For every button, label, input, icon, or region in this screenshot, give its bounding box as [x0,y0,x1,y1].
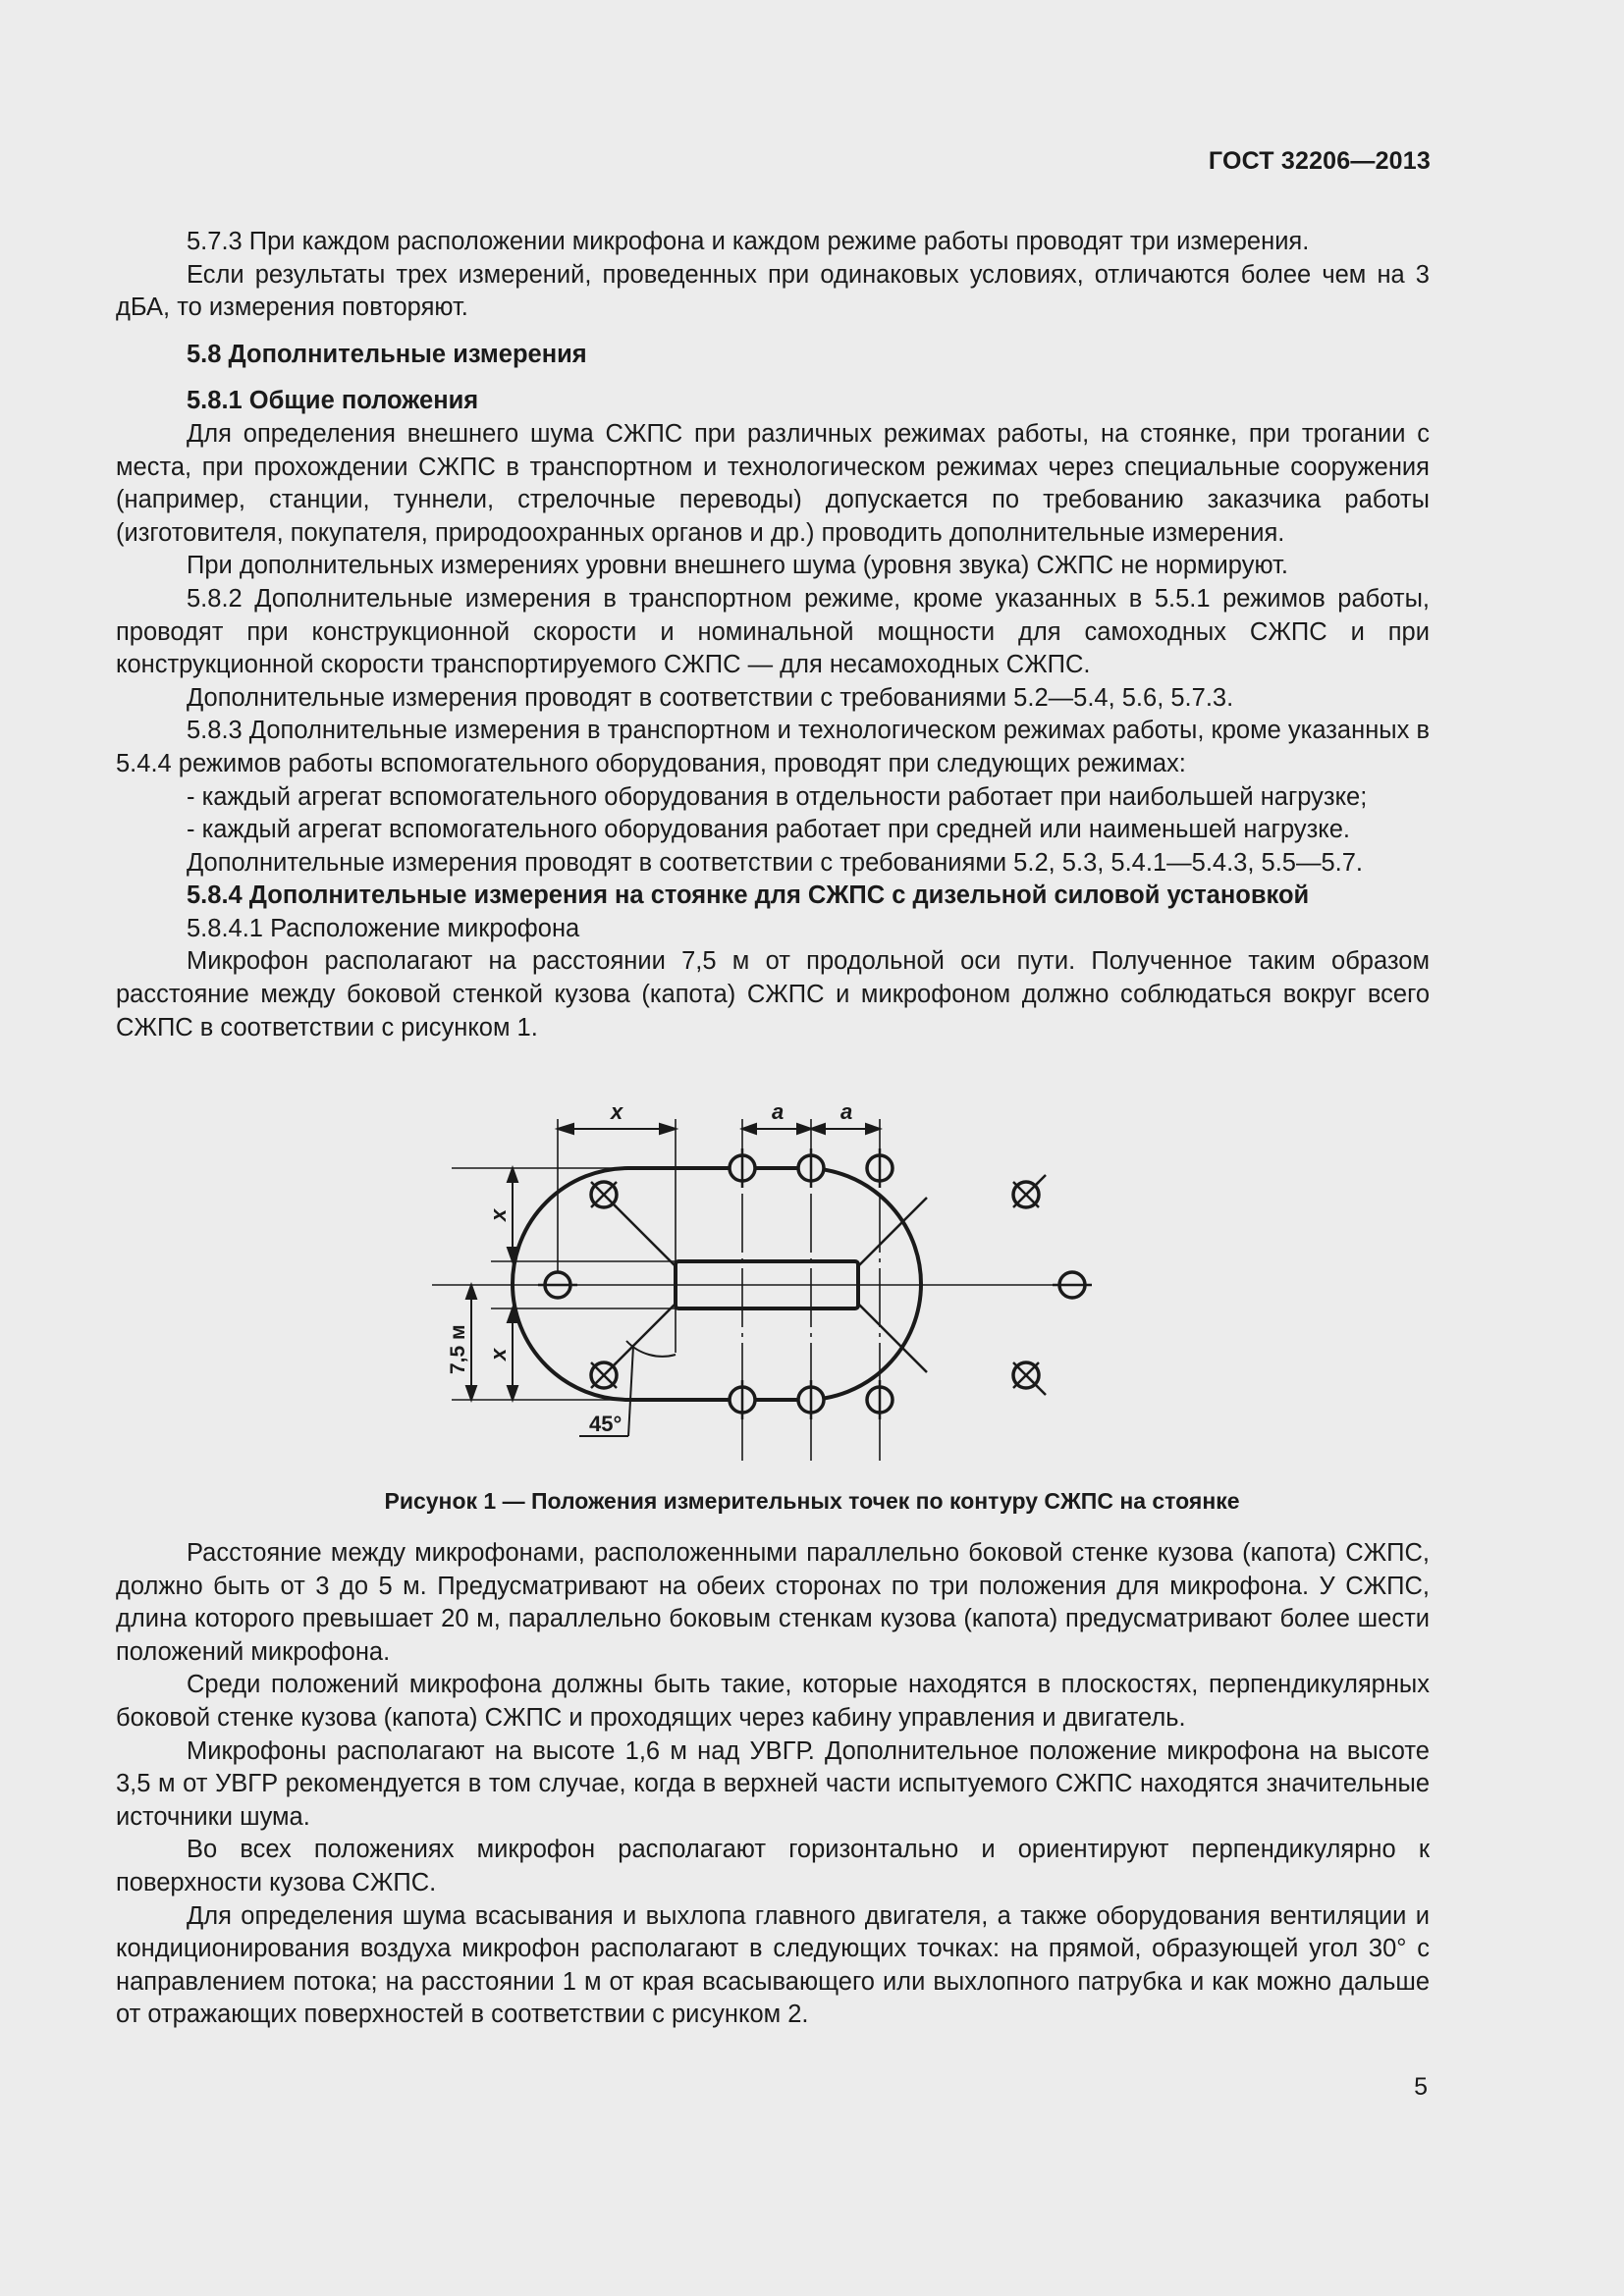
dimension-label-a: a [840,1099,853,1124]
paragraph: При дополнительных измерениях уровни внешнего шума (уровня звука) СЖПС не нормируют. [187,552,1288,580]
subsection-heading: 5.8.1 Общие положения [187,387,479,415]
document-header: ГОСТ 32206—2013 [1208,147,1431,175]
paragraph: 5.8.2 Дополнительные измерения в транспортном режиме, кроме указанных в 5.5.1 режимов работы, проводят при конструкционной скорости и номинальной мощности для самоходных СЖПС и при конструкционной скорости транспортируемого СЖПС — для несамоходных СЖПС. [116,584,1430,679]
paragraph: 5.8.4.1 Расположение микрофона [187,914,580,942]
paragraph: Среди положений микрофона должны быть такие, которые находятся в плоскостях, перпендикулярных боковой стенке кузова (капота) СЖПС и проходящих через кабину управления и двигатель. [116,1671,1430,1732]
paragraph: Дополнительные измерения проводят в соответствии с требованиями 5.2, 5.3, 5.4.1—5.4.3, 5.5—5.7. [187,848,1364,877]
paragraph: Дополнительные измерения проводят в соответствии с требованиями 5.2—5.4, 5.6, 5.7.3. [187,683,1234,712]
paragraph: 5.7.3 При каждом расположении микрофона и каждом режиме работы проводят три измерения. [187,228,1310,255]
figure-microphone-positions [432,1097,1119,1470]
paragraph: Для определения внешнего шума СЖПС при различных режимах работы, на стоянке, при трогании с места, при прохождении СЖПС в транспортном и технологическом режимах через специальные сооружения (например, станции, туннели, стрелочные переводы) допускается по требованию заказчика работы (изготовителя, покупателя, природоохранных органов и др.) проводить дополнительные измерения. [116,419,1430,547]
dimension-label-angle: 45° [589,1412,623,1436]
paragraph: Микрофоны располагают на высоте 1,6 м над УВГР. Дополнительное положение микрофона на высоте 3,5 м от УВГР рекомендуется в том случае, когда в верхней части испытуемого СЖПС находятся значительные источники шума. [116,1736,1430,1831]
list-item: - каждый агрегат вспомогательного оборудования в отдельности работает при наибольшей нагрузке; [187,782,1368,811]
text-block-upper [116,226,1430,1044]
paragraph: 5.8.3 Дополнительные измерения в транспортном и технологическом режимах работы, кроме указанных в 5.4.4 режимов работы вспомогательного оборудования, проводят при следующих режимах: [116,717,1430,777]
list-item: - каждый агрегат вспомогательного оборудования работает при средней или наименьшей нагрузке. [187,816,1351,844]
dimension-label-x: x [486,1348,511,1361]
dimension-label-distance: 7,5 м [447,1324,469,1374]
dimension-label-x: x [486,1208,511,1221]
dimension-label-x: x [611,1099,623,1124]
paragraph: Во всех положениях микрофон располагают горизонтально и ориентируют перпендикулярно к поверхности кузова СЖПС. [116,1836,1430,1896]
paragraph: Для определения шума всасывания и выхлопа главного двигателя, а также оборудования вентиляции и кондиционирования воздуха микрофон располагают в следующих точках: на прямой, образующей угол 30° с направлением потока; на расстоянии 1 м от края всасывающего или выхлопного патрубка и как можно дальше от отражающих поверхностей в соответствии с рисунком 2. [116,1901,1430,2029]
text-block-lower [116,1537,1430,2032]
section-heading: 5.8 Дополнительные измерения [187,340,587,368]
paragraph: Расстояние между микрофонами, расположенными параллельно боковой стенке кузова (капота) СЖПС, должно быть от 3 до 5 м. Предусматривают на обеих сторонах по три положения для микрофона. У СЖПС, длина которого превышает 20 м, параллельно боковым стенкам кузова (капота) предусматривают более шести положений микрофона. [116,1539,1430,1666]
subsection-heading: 5.8.4 Дополнительные измерения на стоянке для СЖПС с дизельной силовой установкой [187,881,1310,910]
figure-caption: Рисунок 1 — Положения измерительных точек по контуру СЖПС на стоянке [384,1488,1240,1514]
dimension-label-a: a [772,1099,785,1124]
paragraph: Если результаты трех измерений, проведенных при одинаковых условиях, отличаются более чем на 3 дБА, то измерения повторяют. [116,260,1430,322]
paragraph: Микрофон располагают на расстоянии 7,5 м от продольной оси пути. Полученное таким образом расстояние между боковой стенкой кузова (капота) СЖПС и микрофоном должно соблюдаться вокруг всего СЖПС в соответствии с рисунком 1. [116,947,1430,1041]
page-number: 5 [1414,2073,1428,2101]
